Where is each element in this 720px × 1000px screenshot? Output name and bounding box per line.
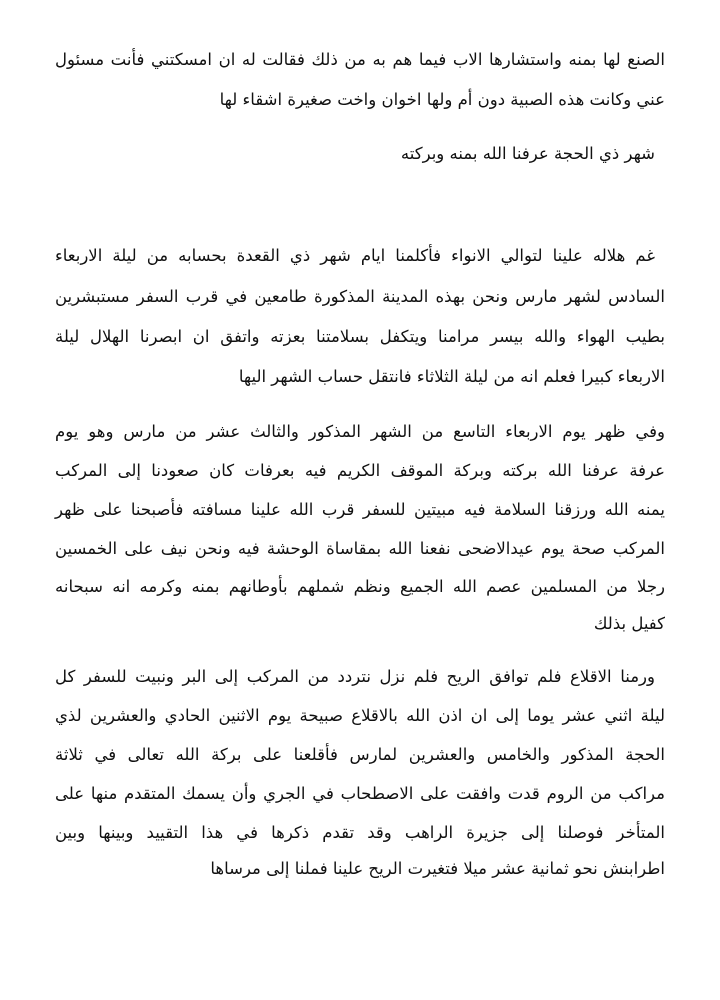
text-line: الاربعاء كبيرا فعلم انه من ليلة الثلاثاء فانتقل حساب الشهر اليها: [238, 367, 665, 386]
text-line: غم هلاله علينا لتوالي الانواء فأكلمنا ايام شهر ذي القعدة بحسابه من ليلة الاربعاء: [55, 246, 655, 265]
text-line: عني وكانت هذه الصبية دون أم ولها اخوان واخت صغيرة اشقاء لها: [219, 90, 665, 109]
text-line: اطرابنش نحو ثمانية عشر ميلا فتغيرت الريح علينا فملنا إلى مرساها: [210, 859, 665, 878]
text-line: المركب صحة يوم عيدالاضحى نفعنا الله بمقاساة الوحشة فيه ونحن نيف على الخمسين: [55, 539, 665, 558]
text-line: ليلة اثني عشر يوما إلى ان اذن الله بالاقلاع صبيحة يوم الاثنين الحادي والعشرين لذي: [55, 706, 665, 725]
text-line: الصنع لها بمنه واستشارها الاب فيما هم به من ذلك فقالت له ان امسكتني فأنت مسئول: [55, 50, 665, 69]
text-line: السادس لشهر مارس ونحن بهذه المدينة المذكورة طامعين في قرب السفر مستبشرين: [55, 287, 665, 306]
text-line: عرفة عرفنا الله بركته وبركة الموقف الكريم فيه بعرفات كان صعودنا إلى المركب: [55, 461, 665, 480]
text-line: بطيب الهواء والله بيسر مرامنا ويتكفل بسلامتنا بعزته واتفق ان ابصرنا الهلال ليلة: [55, 327, 665, 346]
text-line: ورمنا الاقلاع فلم توافق الريح فلم نزل نتردد من المركب إلى البر ونبيت للسفر كل: [55, 667, 655, 686]
text-line: مراكب من الروم قدت وافقت على الاصطحاب في الجري وأن يسمك المتقدم منها على: [55, 784, 665, 803]
text-line: رجلا من المسلمين عصم الله الجميع ونظم شملهم بأوطانهم بمنه وكرمه انه سبحانه: [55, 577, 665, 596]
text-line: الحجة المذكور والخامس والعشرين لمارس فأقلعنا على بركة الله تعالى في ثلاثة: [55, 745, 665, 764]
text-line: المتأخر فوصلنا إلى جزيرة الراهب وقد تقدم ذكرها في هذا التقييد وبينها وبين: [55, 823, 665, 842]
text-line: يمنه الله ورزقنا السلامة فيه مبيتين للسفر قرب الله علينا مسافته فأصبحنا على ظهر: [55, 500, 665, 519]
text-line: كفيل بذلك: [593, 614, 665, 633]
text-line: وفي ظهر يوم الاربعاء التاسع من الشهر المذكور والثالث عشر من مارس وهو يوم: [55, 422, 665, 441]
text-line: شهر ذي الحجة عرفنا الله بمنه وبركته: [400, 144, 655, 163]
